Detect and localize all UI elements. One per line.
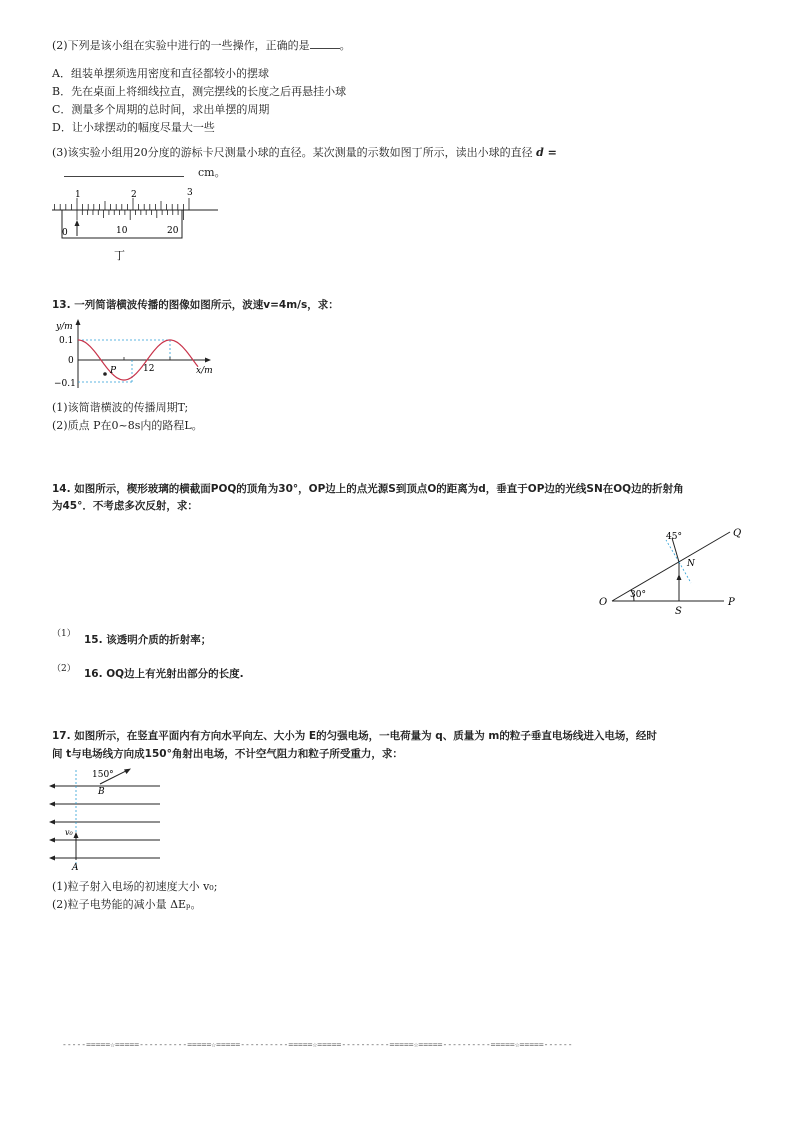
q12-option-c: C．测量多个周期的总时间，求出单摆的周期 xyxy=(52,103,270,116)
q14-stem-line2: 为45°．不考虑多次反射，求： xyxy=(52,500,198,512)
field-arrowhead xyxy=(49,856,55,861)
diameter-answer-blank xyxy=(64,176,184,177)
label-a: A xyxy=(72,863,79,872)
answer-blank xyxy=(310,38,340,49)
q17-stem-line2: 间 t与电场线方向成150°角射出电场，不计空气阻力和粒子所受重力，求： xyxy=(52,748,403,760)
figure-caption: 丁 xyxy=(114,249,125,262)
q13-sub2: (2)质点 P在0~8s内的路程L。 xyxy=(52,419,203,432)
q13-stem: 13. 一列简谐横波传播的图像如图所示，波速v=4m/s，求： xyxy=(52,299,339,311)
q17-stem-line1: 17. 如图所示，在竖直平面内有方向水平向左、大小为 E的匀强电场，一电荷量为 q、质量为 m的粒子垂直电场线进入电场，经时 xyxy=(52,730,657,742)
x-tick-12: 12 xyxy=(143,364,155,374)
q12-option-d: D．让小球摆动的幅度尽量大一些 xyxy=(52,121,215,134)
q12-option-a: A．组装单摆须选用密度和直径都较小的摆球 xyxy=(52,67,269,80)
q14-sub2-marker: （2） xyxy=(52,664,76,674)
point-p xyxy=(103,372,107,376)
field-arrowhead xyxy=(49,820,55,825)
vernier-label-0: 0 xyxy=(62,228,68,238)
main-scale-label-3: 3 xyxy=(187,188,193,198)
label-s: S xyxy=(675,606,682,617)
q14-sub2: 16. OQ边上有光射出部分的长度. xyxy=(84,668,244,680)
wedge-glass-figure xyxy=(592,522,752,622)
q14-sub1: 15. 该透明介质的折射率； xyxy=(84,634,212,646)
field-arrowhead xyxy=(49,802,55,807)
label-q: Q xyxy=(733,528,742,539)
angle-30-label: 30° xyxy=(630,590,646,600)
q14-sub1-marker: （1） xyxy=(52,629,76,639)
q12-part2-stem: (2)下列是该小组在实验中进行的一些操作，正确的是 。 xyxy=(52,39,351,52)
vernier-caliper-figure xyxy=(48,182,228,266)
angle-45-label: 45° xyxy=(666,532,682,542)
main-scale-label-2: 2 xyxy=(131,190,137,200)
q12-option-b: B．先在桌面上将细线拉直，测完摆线的长度之后再悬挂小球 xyxy=(52,85,347,98)
label-n: N xyxy=(687,559,695,569)
y-axis-label: y/m xyxy=(56,322,73,332)
q13-sub1: (1)该简谐横波的传播周期T; xyxy=(52,401,189,414)
main-scale-label-1: 1 xyxy=(75,190,81,200)
point-p-label: P xyxy=(110,366,117,376)
vernier-label-10: 10 xyxy=(116,226,128,236)
vernier-label-20: 20 xyxy=(167,226,179,236)
label-o: O xyxy=(599,597,608,608)
page-footer-divider: -----=====☆=====----------=====☆=====----------=====☆=====----------=====☆=====----------=====☆=====------ xyxy=(62,1040,573,1049)
x-axis-label: x/m xyxy=(196,366,213,376)
wave-graph xyxy=(48,318,218,390)
diameter-variable: d = xyxy=(536,146,557,159)
label-p: P xyxy=(728,597,735,608)
y-tick-0.1: 0.1 xyxy=(59,336,74,346)
field-arrowhead xyxy=(49,838,55,843)
label-v0: v₀ xyxy=(65,828,73,837)
y-tick-0: 0 xyxy=(68,356,74,366)
field-arrowhead xyxy=(49,784,55,789)
q17-sub2: (2)粒子电势能的减小量 ΔEₚ。 xyxy=(52,898,202,911)
angle-150-label: 150° xyxy=(92,770,114,780)
q17-sub1: (1)粒子射入电场的初速度大小 v₀; xyxy=(52,880,218,893)
label-b: B xyxy=(98,787,105,797)
q12-part3-stem: (3)该实验小组用20分度的游标卡尺测量小球的直径。某次测量的示数如图丁所示，读出小球的直径 d = xyxy=(52,146,557,159)
electric-field-figure xyxy=(48,764,164,872)
y-tick-neg0.1: −0.1 xyxy=(54,379,76,389)
q14-stem-line1: 14. 如图所示，楔形玻璃的横截面POQ的顶角为30°，OP边上的点光源S到顶点O的距离为d，垂直于OP边的光线SN在OQ边的折射角 xyxy=(52,483,684,495)
diameter-unit: cm。 xyxy=(198,166,226,179)
